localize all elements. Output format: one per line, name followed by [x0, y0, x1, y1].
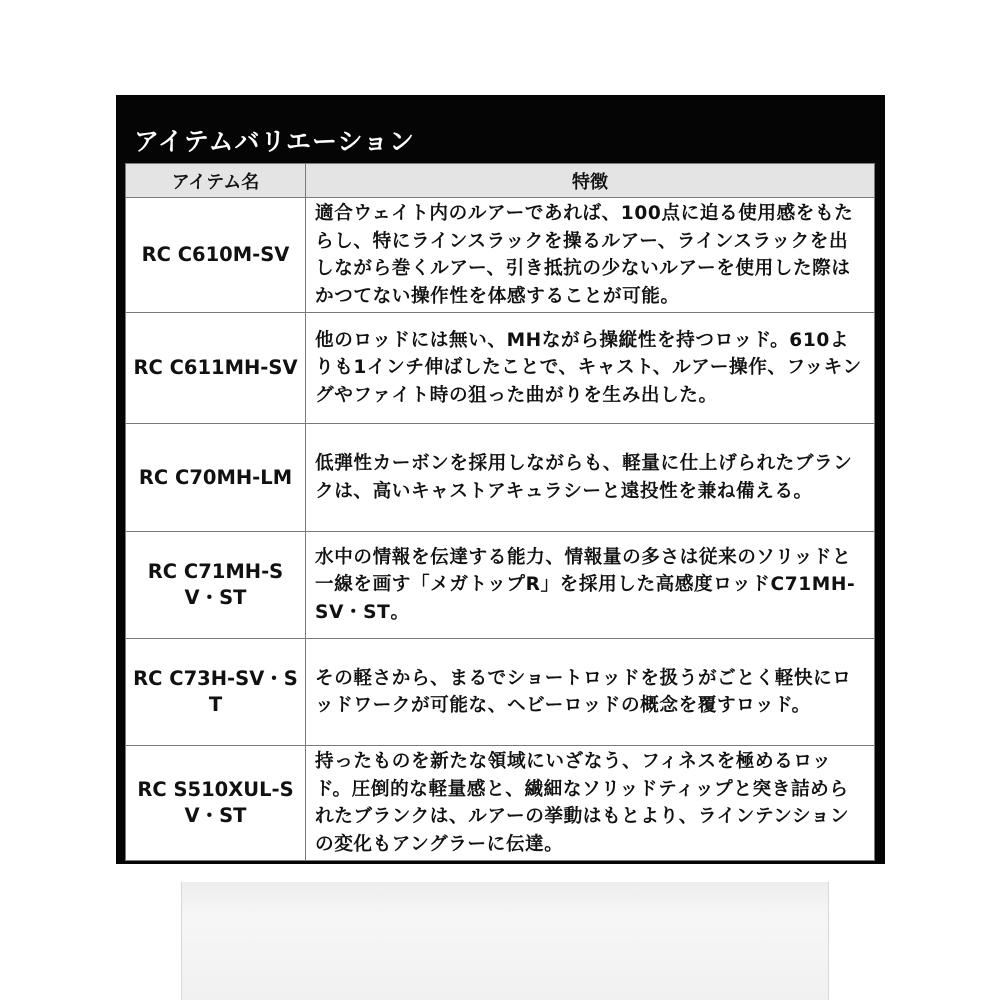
- table-row: [126, 198, 875, 313]
- table-header-row: [126, 164, 875, 198]
- item-name-cell: RC C610M-SV: [126, 198, 306, 313]
- table-row: [126, 746, 875, 861]
- display-pedestal: [181, 882, 829, 1000]
- feature-cell: 適合ウェイト内のルアーであれば、100点に迫る使用感をもたらし、特にラインスラックを操るルアー、ラインスラックを出しながら巻くルアー、引き抵抗の少ないルアーを使用した際はかつてない操作性を体感することが可能。: [306, 198, 875, 313]
- item-name-cell: RC C73H-SV・ST: [126, 639, 306, 746]
- item-name-cell: RC S510XUL-SV・ST: [126, 746, 306, 861]
- item-name-cell: RC C611MH-SV: [126, 313, 306, 424]
- item-name-cell: RC C70MH-LM: [126, 424, 306, 532]
- feature-cell: その軽さから、まるでショートロッドを扱うがごとく軽快にロッドワークが可能な、ヘビーロッドの概念を覆すロッド。: [306, 639, 875, 746]
- feature-cell: 低弾性カーボンを採用しながらも、軽量に仕上げられたブランクは、高いキャストアキュラシーと遠投性を兼ね備える。: [306, 424, 875, 532]
- item-variation-panel: [116, 95, 885, 864]
- header-feature: 特徴: [306, 164, 875, 198]
- item-name-cell: RC C71MH-SV・ST: [126, 532, 306, 639]
- table-row: [126, 639, 875, 746]
- feature-cell: 水中の情報を伝達する能力、情報量の多さは従来のソリッドと一線を画す「メガトップR」を採用した高感度ロッドC71MH-SV・ST。: [306, 532, 875, 639]
- header-item-name: アイテム名: [126, 164, 306, 198]
- feature-cell: 持ったものを新たな領域にいざなう、フィネスを極めるロッド。圧倒的な軽量感と、繊細なソリッドティップと突き詰められたブランクは、ルアーの挙動はもとより、ラインテンションの変化もアングラーに伝達。: [306, 746, 875, 861]
- table-row: [126, 532, 875, 639]
- section-title: アイテムバリエーション: [134, 127, 416, 156]
- table-row: [126, 424, 875, 532]
- item-variation-table: [125, 163, 875, 861]
- table-row: [126, 313, 875, 424]
- feature-cell: 他のロッドには無い、MHながら操縦性を持つロッド。610よりも1インチ伸ばしたことで、キャスト、ルアー操作、フッキングやファイト時の狙った曲がりを生み出した。: [306, 313, 875, 424]
